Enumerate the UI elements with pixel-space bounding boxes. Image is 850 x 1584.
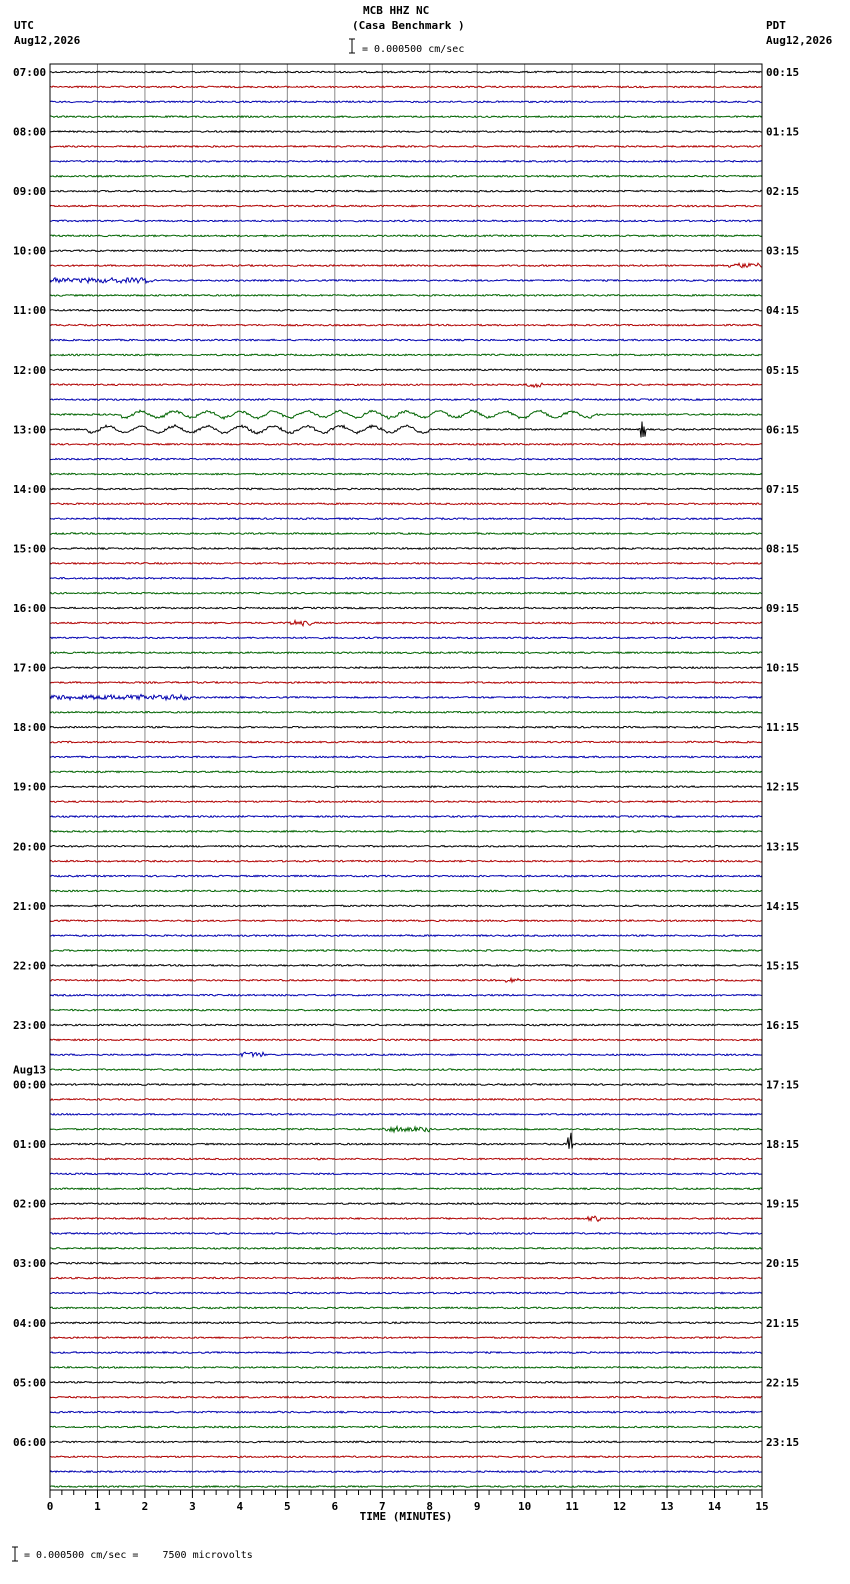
trace-line — [50, 131, 762, 133]
trace-line — [50, 1127, 762, 1132]
x-tick-label: 1 — [94, 1500, 101, 1513]
trace-line — [50, 637, 762, 639]
trace-line — [50, 860, 762, 862]
trace-line — [50, 905, 762, 907]
trace-line — [50, 1277, 762, 1279]
left-hour-label: 17:00 — [13, 661, 47, 675]
trace-line — [50, 935, 762, 937]
right-hour-label: 11:15 — [766, 721, 800, 735]
trace-line — [50, 422, 762, 438]
x-tick-label: 6 — [331, 1500, 339, 1513]
trace-line — [50, 220, 762, 222]
right-hour-label: 15:15 — [766, 959, 800, 973]
left-hour-label: 05:00 — [13, 1376, 47, 1390]
left-hour-label: 11:00 — [13, 304, 47, 318]
site-title: (Casa Benchmark ) — [352, 19, 465, 32]
right-hour-label: 23:15 — [766, 1435, 800, 1449]
x-tick-label: 7 — [378, 1500, 386, 1513]
station-title: MCB HHZ NC — [363, 4, 430, 17]
trace-line — [50, 1203, 762, 1205]
left-hour-label: 21:00 — [13, 899, 47, 913]
left-hour-label: 20:00 — [13, 840, 47, 854]
trace-line — [50, 250, 762, 252]
trace-line — [50, 1084, 762, 1086]
time-axis — [47, 1490, 769, 1523]
left-hour-label: 01:00 — [13, 1138, 47, 1152]
trace-line — [50, 205, 762, 207]
trace-line — [50, 1158, 762, 1160]
right-hour-label: 13:15 — [766, 840, 800, 854]
trace-line — [50, 339, 762, 341]
plot-frame — [50, 64, 762, 1490]
x-tick-label: 2 — [141, 1500, 149, 1513]
right-hour-label: 14:15 — [766, 899, 800, 913]
trace-line — [50, 920, 762, 922]
left-hour-label: 00:00 — [13, 1078, 47, 1092]
trace-line — [50, 1216, 762, 1221]
trace-line — [50, 503, 762, 505]
trace-line — [50, 771, 762, 773]
trace-line — [50, 263, 762, 268]
left-hour-label: 19:00 — [13, 780, 47, 794]
trace-line — [50, 1039, 762, 1041]
right-hour-label: 19:15 — [766, 1197, 800, 1211]
right-hour-label: 18:15 — [766, 1138, 800, 1152]
left-hour-label: 03:00 — [13, 1257, 47, 1271]
left-hour-label: 15:00 — [13, 542, 47, 556]
left-hour-label: 13:00 — [13, 423, 47, 437]
trace-line — [50, 695, 762, 700]
trace-line — [50, 1486, 762, 1488]
trace-line — [50, 831, 762, 833]
trace-line — [50, 1367, 762, 1369]
trace-line — [50, 1069, 762, 1071]
trace-line — [50, 846, 762, 848]
trace-line — [50, 383, 762, 387]
trace-line — [50, 71, 762, 73]
trace-line — [50, 667, 762, 669]
left-hour-label: 09:00 — [13, 185, 47, 199]
x-tick-label: 5 — [284, 1500, 291, 1513]
trace-line — [50, 444, 762, 446]
right-zone-label: PDT — [766, 19, 786, 32]
right-hour-label: 00:15 — [766, 66, 800, 79]
trace-line — [50, 816, 762, 818]
trace-line — [50, 1292, 762, 1294]
trace-line — [50, 621, 762, 626]
left-hour-label: 12:00 — [13, 363, 47, 377]
trace-line — [50, 1248, 762, 1250]
trace-line — [50, 1471, 762, 1473]
right-hour-label: 22:15 — [766, 1376, 800, 1390]
right-hour-label: 07:15 — [766, 482, 800, 496]
trace-line — [50, 578, 762, 580]
trace-line — [50, 1456, 762, 1458]
trace-line — [50, 950, 762, 952]
x-tick-label: 14 — [707, 1500, 722, 1513]
trace-line — [50, 1426, 762, 1428]
trace-line — [50, 1133, 762, 1149]
trace-line — [50, 1322, 762, 1324]
trace-line — [50, 978, 762, 982]
x-tick-label: 13 — [660, 1500, 674, 1513]
trace-line — [50, 309, 762, 311]
left-hour-label: 10:00 — [13, 244, 47, 258]
trace-line — [50, 324, 762, 326]
left-zone-label: UTC — [14, 19, 34, 32]
left-hour-label: 08:00 — [13, 125, 47, 139]
scale-bar-icon — [349, 39, 355, 53]
x-tick-label: 11 — [565, 1500, 579, 1513]
x-tick-label: 4 — [236, 1500, 244, 1513]
right-hour-label: 21:15 — [766, 1316, 800, 1330]
trace-line — [50, 1099, 762, 1101]
trace-line — [50, 295, 762, 297]
right-hour-label: 05:15 — [766, 363, 800, 377]
footer-scale-label: = 0.000500 cm/sec = 7500 microvolts — [24, 1550, 253, 1561]
trace-line — [50, 1173, 762, 1175]
x-tick-label: 0 — [46, 1500, 54, 1513]
x-tick-label: 15 — [755, 1500, 769, 1513]
trace-line — [50, 161, 762, 163]
x-axis-title: TIME (MINUTES) — [359, 1510, 453, 1523]
trace-line — [50, 235, 762, 237]
trace-line — [50, 1441, 762, 1443]
right-hour-label: 17:15 — [766, 1078, 800, 1092]
trace-line — [50, 101, 762, 103]
trace-line — [50, 458, 762, 460]
trace-line — [50, 1233, 762, 1235]
trace-line — [50, 369, 762, 371]
trace-line — [50, 354, 762, 356]
x-tick-label: 10 — [518, 1500, 532, 1513]
footer-scale-bar-icon — [12, 1547, 18, 1561]
right-date-label: Aug12,2026 — [766, 34, 833, 47]
x-tick-label: 9 — [473, 1500, 481, 1513]
trace-line — [50, 86, 762, 88]
trace-line — [50, 175, 762, 177]
trace-line — [50, 682, 762, 684]
right-hour-label: 20:15 — [766, 1257, 800, 1271]
trace-line — [50, 741, 762, 743]
trace-line — [50, 1411, 762, 1413]
trace-line — [50, 190, 762, 192]
left-hour-label: 16:00 — [13, 602, 47, 616]
trace-line — [50, 875, 762, 877]
trace-line — [50, 563, 762, 565]
trace-line — [50, 786, 762, 788]
scale-label: = 0.000500 cm/sec — [362, 44, 465, 55]
left-hour-label: 02:00 — [13, 1197, 47, 1211]
trace-line — [50, 146, 762, 148]
left-hour-label: 23:00 — [13, 1018, 47, 1032]
minute-grid — [97, 64, 714, 1490]
trace-group — [50, 71, 762, 1487]
trace-line — [50, 488, 762, 490]
right-hour-label: 10:15 — [766, 661, 800, 675]
right-hour-label: 03:15 — [766, 244, 800, 258]
trace-line — [50, 1262, 762, 1264]
trace-line — [50, 652, 762, 654]
trace-line — [50, 1382, 762, 1384]
trace-line — [50, 890, 762, 892]
left-hour-label: 22:00 — [13, 959, 47, 973]
trace-line — [50, 801, 762, 803]
trace-line — [50, 116, 762, 118]
trace-line — [50, 399, 762, 401]
left-hour-label: 04:00 — [13, 1316, 47, 1330]
left-hour-label: 18:00 — [13, 721, 47, 735]
right-hour-label: 09:15 — [766, 602, 800, 616]
right-hour-label: 08:15 — [766, 542, 800, 556]
trace-line — [50, 518, 762, 520]
trace-line — [50, 965, 762, 967]
trace-line — [50, 592, 762, 594]
right-hour-label: 04:15 — [766, 304, 800, 318]
left-date-change-label: Aug13 — [13, 1063, 47, 1077]
trace-line — [50, 473, 762, 475]
trace-line — [50, 1307, 762, 1309]
trace-line — [50, 607, 762, 609]
left-hour-label: 06:00 — [13, 1435, 47, 1449]
x-tick-label: 8 — [426, 1500, 434, 1513]
x-tick-label: 3 — [189, 1500, 196, 1513]
trace-line — [50, 1188, 762, 1190]
trace-line — [50, 278, 762, 283]
trace-line — [50, 1337, 762, 1339]
trace-line — [50, 533, 762, 535]
right-hour-label: 06:15 — [766, 423, 800, 437]
left-hour-label: 07:00 — [13, 66, 47, 79]
trace-line — [50, 1052, 762, 1056]
trace-line — [50, 1396, 762, 1398]
trace-line — [50, 994, 762, 996]
trace-line — [50, 756, 762, 758]
right-hour-label: 01:15 — [766, 125, 800, 139]
trace-line — [50, 1024, 762, 1026]
right-hour-label: 12:15 — [766, 780, 800, 794]
left-date-label: Aug12,2026 — [14, 34, 81, 47]
trace-line — [50, 1114, 762, 1116]
trace-line — [50, 712, 762, 714]
x-tick-label: 12 — [612, 1500, 627, 1513]
right-hour-label: 16:15 — [766, 1018, 800, 1032]
trace-line — [50, 726, 762, 728]
trace-line — [50, 1352, 762, 1354]
left-hour-label: 14:00 — [13, 482, 47, 496]
trace-line — [50, 410, 762, 419]
trace-line — [50, 548, 762, 550]
right-hour-label: 02:15 — [766, 185, 800, 199]
trace-line — [50, 1009, 762, 1011]
